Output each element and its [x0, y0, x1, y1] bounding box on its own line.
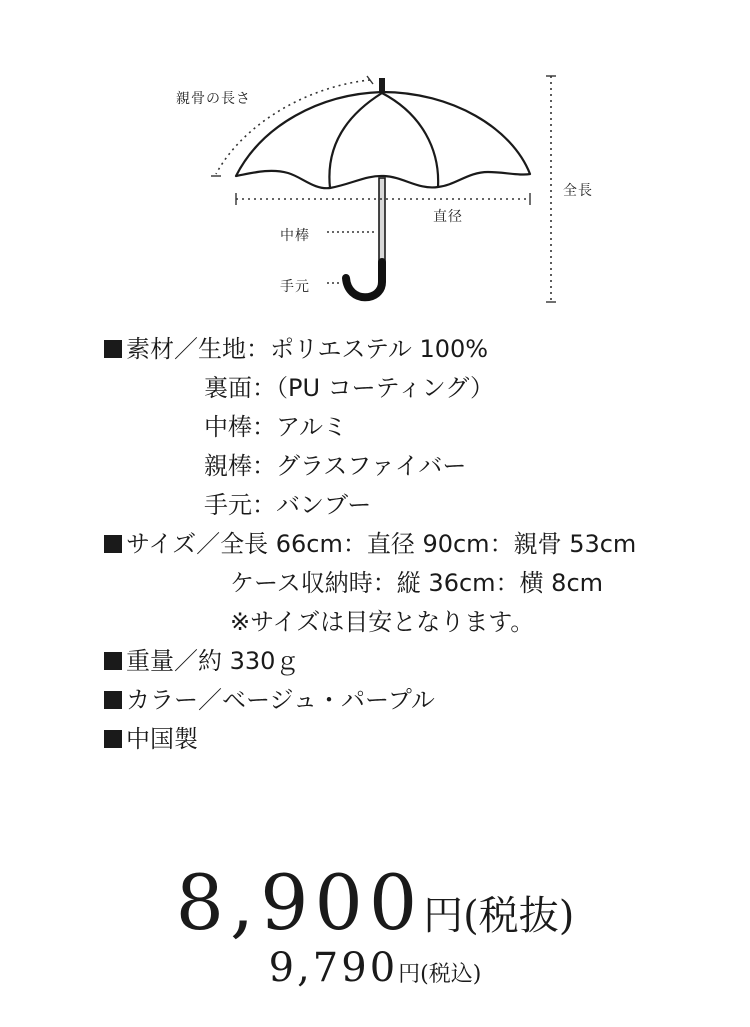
- handle-label: 手元: [280, 279, 310, 295]
- square-bullet-icon: [104, 340, 122, 358]
- canopy-outline: [236, 92, 530, 188]
- spec-weight: 重量／約 330ｇ: [104, 642, 636, 681]
- diameter-label: 直径: [433, 209, 463, 225]
- spec-list: [104, 330, 636, 759]
- spec-ribs: 親棒：グラスファイバー: [204, 452, 467, 480]
- price-excl-yen: 円: [423, 893, 464, 939]
- price-incl-tax: [0, 940, 750, 1003]
- umbrella-handle: [346, 262, 382, 297]
- price-incl-value: 9,790: [268, 945, 399, 991]
- price-incl-tax-label: (税込): [420, 962, 482, 987]
- spec-lining: 裏面：（PU コーティング）: [204, 374, 494, 402]
- square-bullet-icon: [104, 691, 122, 709]
- umbrella-tip: [379, 78, 385, 93]
- spec-handle: 手元：バンブー: [204, 491, 372, 519]
- spec-case-size: ケース収納時：縦 36cm：横 8cm: [230, 569, 604, 597]
- umbrella-diagram: [0, 0, 750, 320]
- price-excl-tax-label: (税抜): [463, 893, 575, 939]
- shaft-label: 中棒: [280, 228, 310, 244]
- square-bullet-icon: [104, 652, 122, 670]
- spec-size: サイズ／全長 66cm：直径 90cm：親骨 53cm: [104, 525, 636, 564]
- umbrella-illustration: [0, 0, 750, 320]
- spec-shaft: 中棒：アルミ: [204, 413, 348, 441]
- spec-color: カラー／ベージュ・パープル: [104, 681, 636, 720]
- price-incl-yen: 円: [398, 962, 421, 987]
- spec-origin: 中国製: [104, 720, 636, 759]
- rib-length-label: 親骨の長さ: [176, 91, 251, 107]
- price-excl-value: 8,900: [175, 858, 424, 947]
- square-bullet-icon: [104, 730, 122, 748]
- umbrella-shaft: [379, 178, 385, 264]
- spec-material: 素材／生地：ポリエステル 100%: [104, 330, 636, 369]
- square-bullet-icon: [104, 535, 122, 553]
- total-length-label: 全長: [563, 183, 593, 199]
- spec-size-note: ※サイズは目安となります。: [230, 608, 535, 636]
